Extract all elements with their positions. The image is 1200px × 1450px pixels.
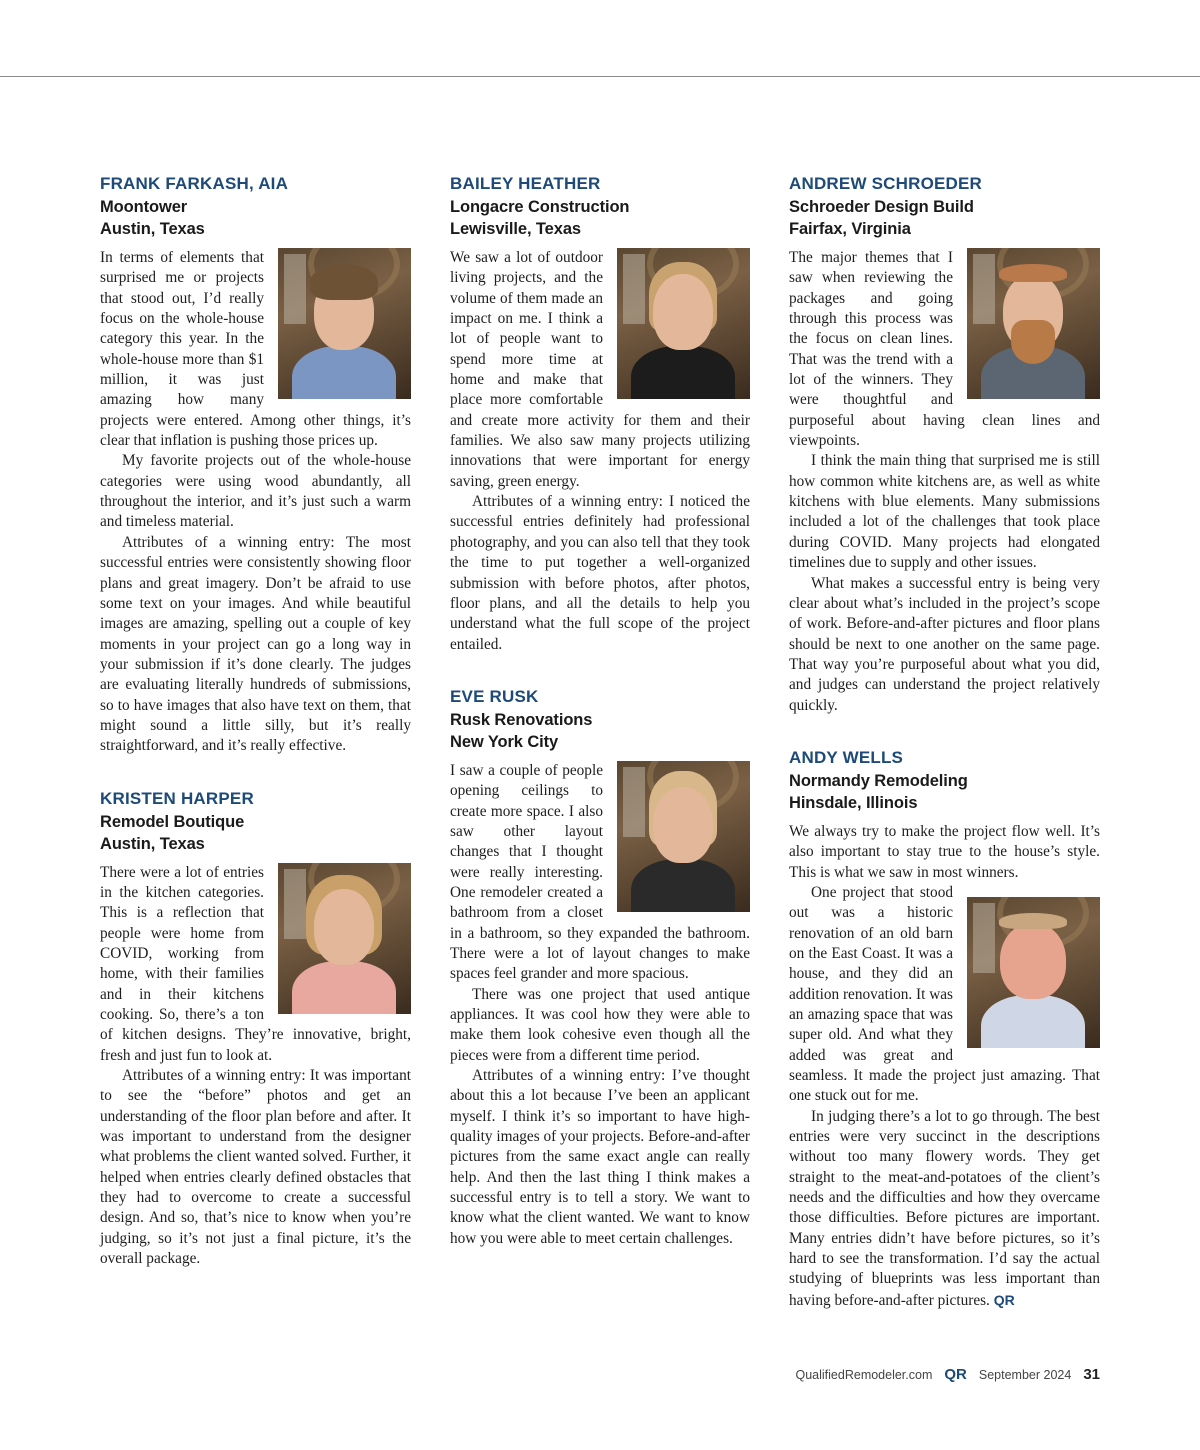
profile-bailey-heather bbox=[450, 172, 750, 655]
judge-quote bbox=[450, 248, 750, 655]
page-number: 31 bbox=[1083, 1366, 1100, 1383]
frank-farkash-portrait bbox=[278, 248, 411, 399]
quote-paragraph: There was one project that used antique appliances. It was cool how they were able to make them look cohesive even though all the pieces were from a different time period. bbox=[450, 985, 750, 1064]
quote-paragraph: Attributes of a winning entry: It was important to see the “before” photos and get an understanding of the floor plan before and after. It was important to understand from the designer what problems the client wanted solved. Further, it helped when entries clearly defined obstacles that they had to overcome to create a successful design. And so, that’s nice to know when you’re judging, so it’s not just a final picture, it’s the overall package. bbox=[100, 1067, 411, 1268]
judge-location: Austin, Texas bbox=[100, 834, 205, 853]
quote-paragraph: The major themes that I saw when reviewing the packages and going through this process was the focus on clean lines. That was the trend with a lot of the winners. They were thoughtful and purposeful about having clean lines and viewpoints. bbox=[789, 249, 1100, 450]
quote-paragraph: Attributes of a winning entry: The most successful entries were consistently showing floor plans and great imagery. Don’t be afraid to use some text on your images. And while beautiful images are amazing, spelling out a couple of key moments in your project can go a long way in your submission if it’s done clearly. The judges are evaluating literally hundreds of submissions, so to have images that also have text on them, that might sound a little silly, but it’s really straightforward, and it’s really effective. bbox=[100, 533, 411, 755]
profile-andy-wells bbox=[789, 746, 1100, 1311]
column-3 bbox=[789, 172, 1100, 1341]
judge-name: ANDY WELLS bbox=[789, 747, 904, 767]
judge-company: Moontower bbox=[100, 198, 188, 216]
andrew-schroeder-portrait bbox=[967, 248, 1100, 399]
profile-frank-farkash bbox=[100, 172, 411, 757]
quote-paragraph: One project that stood out was a historic renovation of an old barn on the East Coast. It was a house, and they did an addition renovation. It was an amazing space that was super old. And what they added was great and seamless. It made the project just amazing. That one stuck out for me. bbox=[789, 883, 1100, 1105]
profile-kristen-harper bbox=[100, 787, 411, 1270]
judge-name: BAILEY HEATHER bbox=[450, 174, 601, 193]
judge-location: Austin, Texas bbox=[100, 220, 205, 238]
quote-text: In judging there’s a lot to go through. The best entries were very succinct in the descriptions without too many flowery words. They get straight to the meat-and-potatoes of the client’s needs and the difficulties and how they overcame those difficulties. Before pictures are important. Many entries didn’t have before pictures, so it’s hard to see the transformation. I’d say the actual studying of blueprints was less important than having before-and-after pictures. bbox=[789, 1107, 1100, 1309]
judge-company: Schroeder Design Build bbox=[789, 198, 974, 216]
top-rule bbox=[0, 76, 1200, 77]
profile-eve-rusk bbox=[450, 685, 750, 1249]
judge-location: Fairfax, Virginia bbox=[789, 220, 911, 238]
kristen-harper-portrait bbox=[278, 863, 411, 1014]
eve-rusk-portrait bbox=[617, 761, 750, 912]
quote-paragraph: What makes a successful entry is being very clear about what’s included in the project’s scope of work. Before-and-after pictures and floor plans should be next to one another on the same page. That way you’re purposeful about what you did, and judges can understand the project relatively quickly. bbox=[789, 574, 1100, 714]
quote-paragraph bbox=[789, 1107, 1100, 1311]
column-1 bbox=[100, 172, 411, 1299]
andy-wells-portrait bbox=[967, 897, 1100, 1048]
quote-paragraph: Attributes of a winning entry: I noticed the successful entries definitely had professional photography, and you can also tell that they took the time to put together a well-organized submission with before photos, after photos, floor plans, and all the details to help you understand what the full scope of the project entailed. bbox=[450, 493, 750, 653]
bailey-heather-portrait bbox=[617, 248, 750, 399]
footer-issue: September 2024 bbox=[978, 1368, 1072, 1382]
quote-paragraph: I think the main thing that surprised me is still how common white kitchens are, as well as white kitchens with blue elements. Many submissions included a lot of the challenges that took place during COVID. Many projects had elongated timelines due to supply and other issues. bbox=[789, 452, 1100, 572]
judge-company: Remodel Boutique bbox=[100, 812, 245, 831]
judge-name: ANDREW SCHROEDER bbox=[789, 174, 983, 193]
judge-quote bbox=[100, 863, 411, 1270]
end-mark: QR bbox=[993, 1291, 1015, 1308]
footer-logo: QR bbox=[944, 1366, 967, 1383]
judge-location: Hinsdale, Illinois bbox=[789, 793, 918, 812]
judge-quote bbox=[450, 761, 750, 1249]
judge-name: EVE RUSK bbox=[450, 686, 539, 706]
quote-paragraph: My favorite projects out of the whole-house categories were using wood abundantly, all throughout the interior, and it’s just such a warm and timeless material. bbox=[100, 452, 411, 531]
quote-paragraph: We saw a lot of outdoor living projects, and the volume of them made an impact on me. I think a lot of people want to spend more time at home and make that place more comfortable and create more activity for them and their families. We also saw many projects utilizing innovations that were important for energy saving, green energy. bbox=[450, 249, 750, 490]
judge-name: KRISTEN HARPER bbox=[100, 788, 254, 808]
quote-paragraph: I saw a couple of people opening ceilings to create more space. I also saw other layout changes that I thought were really interesting. One remodeler created a bathroom from a closet in a bathroom, so they expanded the bathroom. There were a lot of layout changes to make spaces feel grander and more spacious. bbox=[450, 761, 750, 983]
judge-company: Rusk Renovations bbox=[450, 710, 593, 729]
judge-company: Longacre Construction bbox=[450, 198, 630, 216]
judge-company: Normandy Remodeling bbox=[789, 771, 968, 790]
judge-name: FRANK FARKASH, AIA bbox=[100, 174, 289, 193]
judge-quote bbox=[100, 248, 411, 757]
quote-paragraph: In terms of elements that surprised me or projects that stood out, I’d really focus on the whole-house category this year. In the whole-house more than $1 million, it was just amazing how many projects were entered. Among other things, it’s clear that inflation is pushing those prices up. bbox=[100, 249, 411, 450]
judge-quote bbox=[789, 822, 1100, 1311]
judge-location: New York City bbox=[450, 732, 559, 751]
profile-andrew-schroeder bbox=[789, 172, 1100, 716]
quote-paragraph: Attributes of a winning entry: I’ve thought about this a lot because I’ve been an applicant myself. I think it’s so important to have high-quality images of your projects. Before-and-after pictures from the same exact angle can really help. And then the last thing I think makes a successful entry is to tell a story. We want to know what the client wanted. We want to know how you were able to meet certain challenges. bbox=[450, 1067, 750, 1247]
footer-website: QualifiedRemodeler.com bbox=[795, 1368, 933, 1382]
judge-location: Lewisville, Texas bbox=[450, 220, 581, 238]
column-2 bbox=[450, 172, 750, 1279]
page-footer bbox=[796, 1366, 1101, 1383]
judge-quote bbox=[789, 248, 1100, 716]
quote-paragraph: We always try to make the project flow well. It’s also important to stay true to the house’s style. This is what we saw in most winners. bbox=[789, 822, 1100, 881]
quote-paragraph: There were a lot of entries in the kitchen categories. This is a reflection that people were home from COVID, working from home, with their families and in their kitchens cooking. So, there’s a ton of kitchen designs. They’re innovative, bright, fresh and just fun to look at. bbox=[100, 863, 411, 1064]
